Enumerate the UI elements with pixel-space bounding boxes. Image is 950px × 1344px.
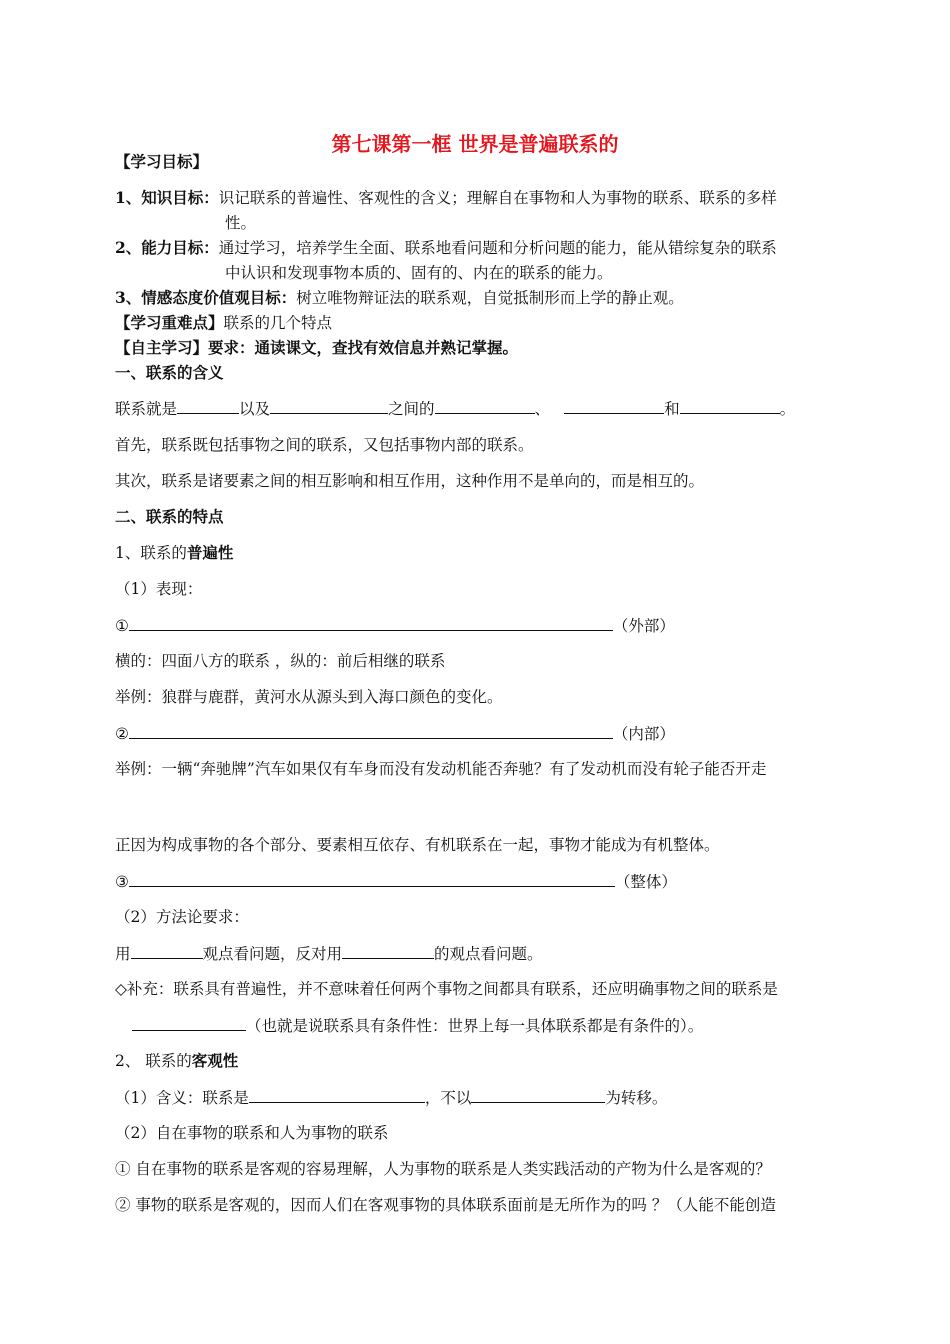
blank-1[interactable]	[177, 398, 239, 414]
method-line: 用 观点看问题，反对用 的观点看问题。	[115, 945, 543, 963]
definition-line: 联系就是 以及 之间的 、 和 。	[115, 400, 796, 418]
objective-1	[115, 188, 777, 208]
sub-2-2: （2）自在事物的联系和人为事物的联系	[115, 1124, 389, 1142]
blank-10[interactable]	[342, 943, 434, 959]
supplement: ◇补充：联系具有普遍性，并不意味着任何两个事物之间都具有联系，还应明确事物之间的联系是	[115, 980, 778, 998]
blank-9[interactable]	[131, 943, 203, 959]
objectives-heading: 【学习目标】	[115, 152, 209, 171]
item-2-line: ② （内部）	[115, 725, 675, 743]
self-study-label: 【自主学习】	[115, 338, 209, 357]
objective-1-label: 1、知识目标：	[115, 188, 219, 207]
objective-1-text: 识记联系的普遍性、客观性的含义；理解自在事物和人为事物的联系、联系的多样	[218, 189, 777, 207]
blank-7[interactable]	[129, 723, 613, 739]
sub-1-heading: 1、联系的普遍性	[115, 543, 234, 562]
para-first: 首先，联系既包括事物之间的联系，又包括事物内部的联系。	[115, 436, 534, 454]
sub-1-2: （2）方法论要求：	[115, 908, 249, 926]
blank-3[interactable]	[435, 398, 535, 414]
objective-2-text: 通过学习，培养学生全面、联系地看问题和分析问题的能力，能从错综复杂的联系	[218, 239, 777, 257]
blank-13[interactable]	[471, 1087, 605, 1103]
item-1-line: ① （外部）	[115, 617, 675, 635]
objective-2-cont: 中认识和发现事物本质的、固有的、内在的联系的能力。	[225, 264, 613, 282]
blank-12[interactable]	[249, 1087, 425, 1103]
question-1: ① 自在事物的联系是客观的容易理解，人为事物的联系是人类实践活动的产物为什么是客观的？	[115, 1160, 771, 1178]
objective-3-text: 树立唯物辩证法的联系观，自觉抵制形而上学的静止观。	[296, 289, 684, 307]
objective-2-label: 2、能力目标：	[115, 238, 219, 257]
objective-2	[115, 238, 777, 258]
para-second: 其次，联系是诸要素之间的相互影响和相互作用，这种作用不是单向的，而是相互的。	[115, 472, 705, 490]
example-1: 举例：狼群与鹿群，黄河水从源头到入海口颜色的变化。	[115, 688, 503, 706]
objective-1-cont: 性。	[225, 214, 257, 232]
section-2-heading: 二、联系的特点	[115, 507, 224, 526]
objective-3	[115, 288, 684, 308]
sub-2-1: （1）含义：联系是 ，不以 为转移。	[115, 1089, 668, 1107]
blank-8[interactable]	[129, 871, 615, 887]
self-study	[115, 338, 518, 358]
example-2: 举例：一辆“奔驰牌”汽车如果仅有车身而没有发动机能否奔驰？有了发动机而没有轮子能否开走	[115, 760, 767, 778]
blank-5[interactable]	[680, 398, 780, 414]
item-3-line: ③ （整体）	[115, 873, 677, 891]
blank-2[interactable]	[270, 398, 388, 414]
blank-4[interactable]	[564, 398, 664, 414]
objective-3-label: 3、情感态度价值观目标：	[115, 288, 297, 307]
question-2: ② 事物的联系是客观的，因而人们在客观事物的具体联系面前是无所作为的吗 ？（人能不能创造	[115, 1196, 776, 1214]
page-title: 第七课第一框 世界是普遍联系的	[331, 132, 619, 156]
self-study-text: 要求：通读课文，查找有效信息并熟记掌握。	[208, 338, 519, 357]
key-points-label: 【学习重难点】	[115, 313, 224, 332]
because-para: 正因为构成事物的各个部分、要素相互依存、有机联系在一起，事物才能成为有机整体。	[115, 836, 720, 854]
blank-6[interactable]	[129, 615, 613, 631]
key-points	[115, 313, 332, 333]
horizontal-vertical: 横的：四面八方的联系 ，纵的：前后相继的联系	[115, 652, 446, 670]
blank-11[interactable]	[132, 1015, 246, 1031]
sub-2-heading: 2、 联系的客观性	[115, 1051, 239, 1070]
key-points-text: 联系的几个特点	[223, 314, 333, 332]
sub-1-1: （1）表现：	[115, 580, 203, 598]
section-1-heading: 一、联系的含义	[115, 363, 224, 382]
supplement-cont: （也就是说联系具有条件性：世界上每一具体联系都是有条件的）。	[132, 1015, 703, 1036]
